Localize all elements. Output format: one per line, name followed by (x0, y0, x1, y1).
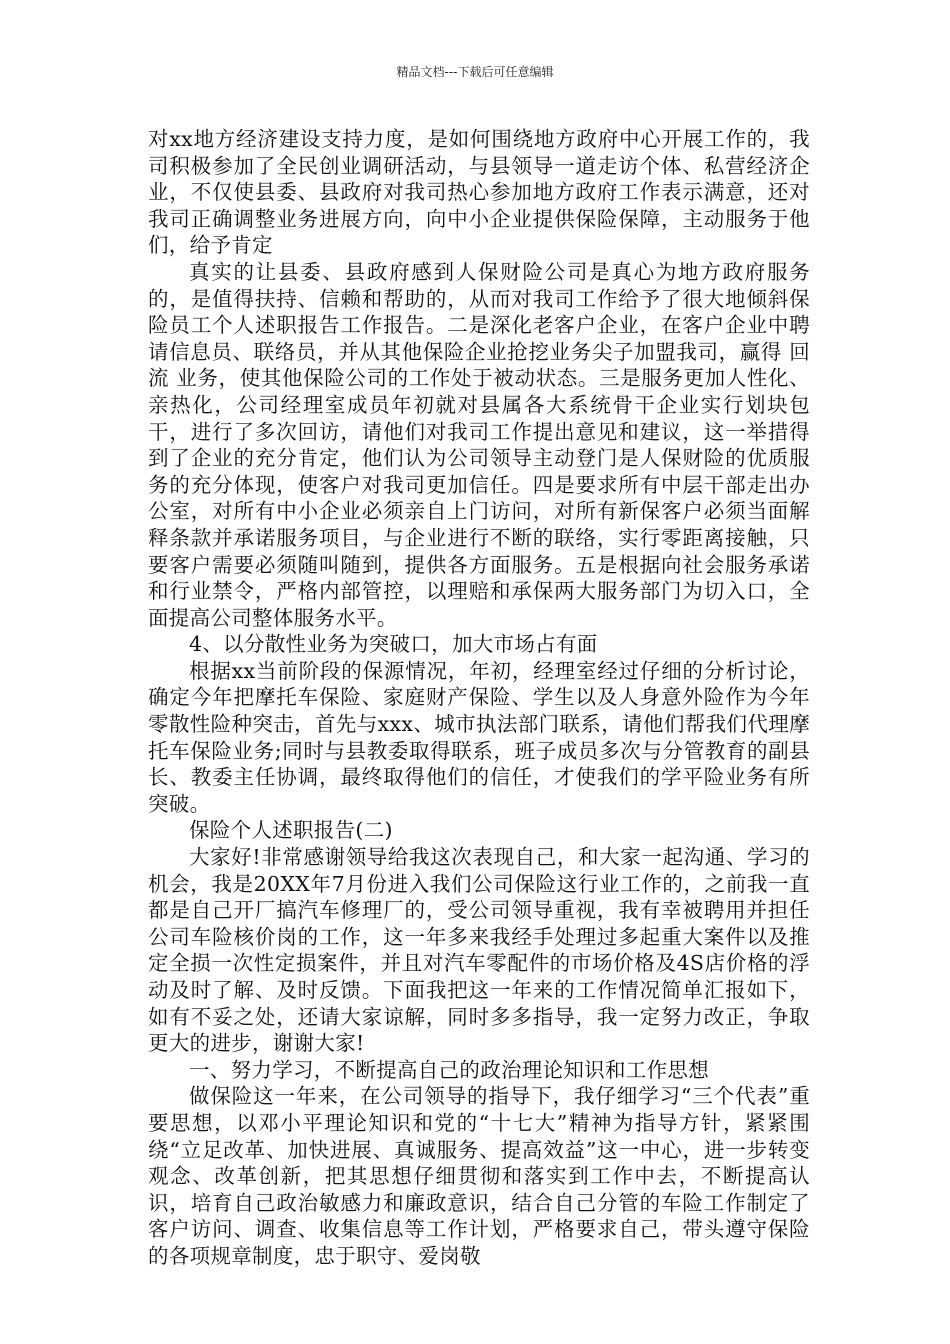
body-paragraph: 做保险这一年来，在公司领导的指导下，我仔细学习“三个代表”重要思想，以邓小平理论知识和党的“十七大”精神为指导方针，紧紧围绕“立足改革、加快进展、真诚服务、提高效益”这一中心，进一步转变观念、改革创新，把其思想仔细贯彻和落实到工作中去，不断提高认识，培育自己政治敏感力和廉政意识，结合自己分管的车险工作制定了客户访问、调查、收集信息等工作计划，严格要求自己，带头遵守保险的各项规章制度，忠于职守、爱岗敬 (148, 1084, 810, 1268)
report-title: 保险个人述职报告(二) (189, 818, 393, 843)
section-heading: 4、以分散性业务为突破口，加大市场占有面 (189, 632, 598, 657)
body-paragraph: 真实的让县委、县政府感到人保财险公司是真心为地方政府服务的，是值得扶持、信赖和帮助的，从而对我司工作给予了很大地倾斜保险员工个人述职报告工作报告。二是深化老客户企业，在客户企业中聘请信息员、联络员，并从其他保险企业抢挖业务尖子加盟我司，赢得 回流 业务，使其他保险公司的工作处于被动状态。三是服务更加人性化、亲热化，公司经理室成员年初就对县属各大系统骨干企业实行划块包干，进行了多次回访，请他们对我司工作提出意见和建议，这一举措得到了企业的充分肯定，他们认为公司领导主动登门是人保财险的优质服务的充分体现，使客户对我司更加信任。四是要求所有中层干部走出办公室，对所有中小企业必须亲自上门访问，对所有新保客户必须当面解释条款并承诺服务项目，与企业进行不断的联络，实行零距离接触，只要客户需要必须随叫随到，提供各方面服务。五是根据向社会服务承诺和行业禁令，严格内部管控，以理赔和承保两大服务部门为切入口，全面提高公司整体服务水平。 (148, 259, 810, 630)
document-body (148, 126, 810, 1270)
page-header: 精品文档---下载后可任意编辑 (396, 65, 554, 79)
body-paragraph: 根据xx当前阶段的保源情况，年初，经理室经过仔细的分析讨论，确定今年把摩托车保险、家庭财产保险、学生以及人身意外险作为今年零散性险种突击，首先与xxx、城市执法部门联系，请他们帮我们代理摩托车保险业务;同时与县教委取得联系，班子成员多次与分管教育的副县长、教委主任协调，最终取得他们的信任，才使我们的学平险业务有所突破。 (148, 658, 810, 816)
body-paragraph: 大家好!非常感谢领导给我这次表现自己，和大家一起沟通、学习的机会，我是20XX年7月份进入我们公司保险这行业工作的，之前我一直都是自己开厂搞汽车修理厂的，受公司领导重视，我有幸被聘用并担任公司车险核价岗的工作，这一年多来我经手处理过多起重大案件以及推定全损一次性定损案件，并且对汽车零配件的市场价格及4S店价格的浮动及时了解、及时反馈。下面我把这一年来的工作情况简单汇报如下，如有不妥之处，还请大家谅解，同时多多指导，我一定努力改正，争取更大的进步，谢谢大家! (148, 845, 810, 1056)
body-paragraph: 对xx地方经济建设支持力度，是如何围绕地方政府中心开展工作的，我司积极参加了全民创业调研活动，与县领导一道走访个体、私营经济企业，不仅使县委、县政府对我司热心参加地方政府工作表示满意，还对我司正确调整业务进展方向，向中小企业提供保险保障，主动服务于他们，给予肯定 (148, 127, 810, 258)
section-heading: 一、努力学习，不断提高自己的政治理论知识和工作思想 (189, 1057, 709, 1082)
